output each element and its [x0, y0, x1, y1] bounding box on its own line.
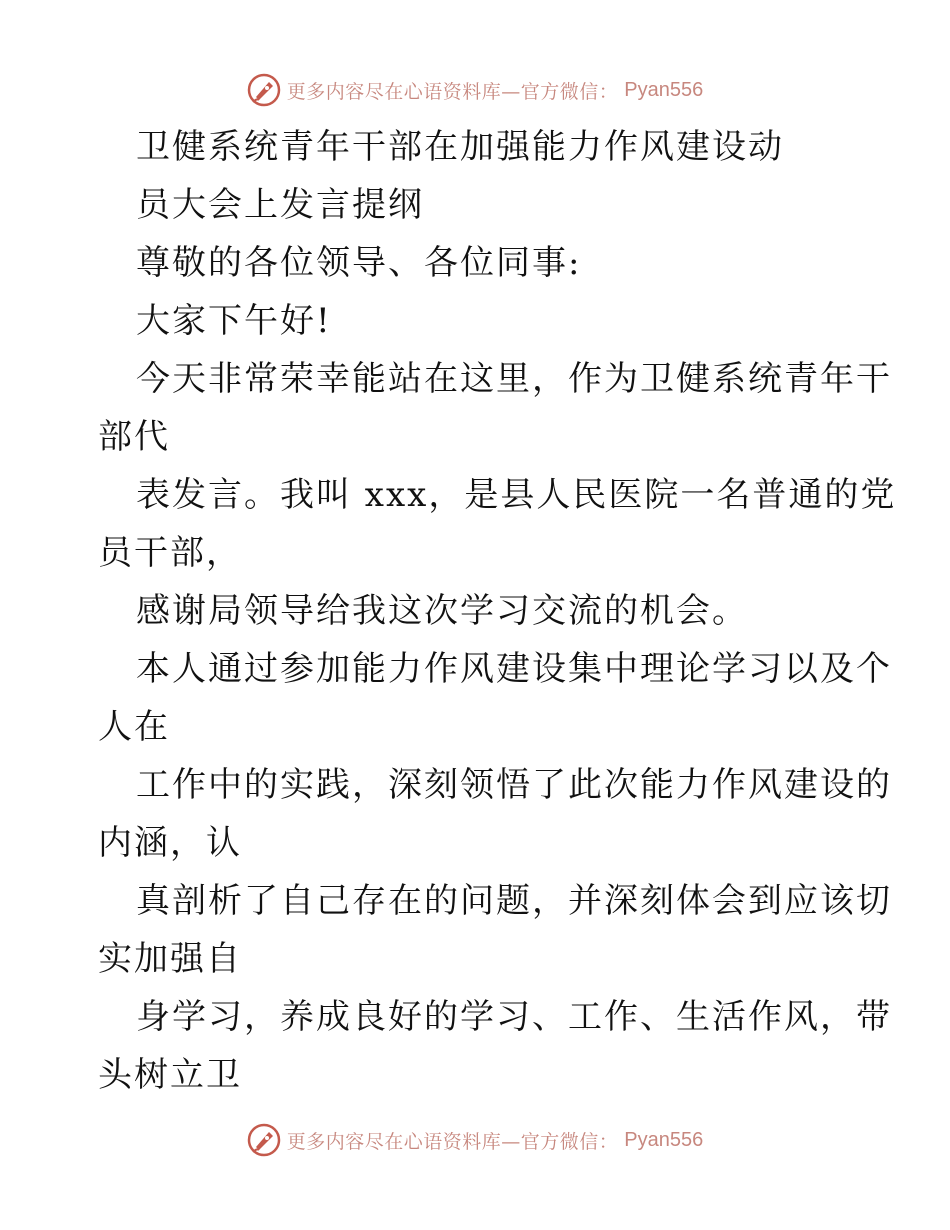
footer-watermark [0, 1120, 950, 1160]
header-watermark [0, 70, 950, 110]
text-line: 内涵，认 [98, 823, 242, 863]
text-line: 真剖析了自己存在的问题，并深刻体会到应该切 [136, 881, 892, 921]
watermark-wechat-id: Pyan556 [624, 78, 704, 101]
document-body [98, 118, 897, 1104]
watermark-wechat-id: Pyan556 [624, 1128, 704, 1151]
text-line: 员干部， [98, 533, 242, 573]
watermark-text: 更多内容尽在心语资料库—官方微信： [286, 1130, 619, 1153]
text-line: 感谢局领导给我这次学习交流的机会。 [136, 591, 748, 631]
text-line: 本人通过参加能力作风建设集中理论学习以及个 [136, 649, 892, 689]
text-line: 尊敬的各位领导、各位同事: [136, 243, 582, 283]
text-line: 卫健系统青年干部在加强能力作风建设动 [136, 127, 784, 167]
text-line: 人在 [98, 707, 170, 747]
text-line: 表发言。我叫 xxx，是县人民医院一名普通的党 [136, 475, 897, 515]
text-line: 今天非常荣幸能站在这里，作为卫健系统青年干 [136, 359, 892, 399]
text-line: 身学习，养成良好的学习、工作、生活作风，带 [136, 997, 892, 1037]
pen-nib-logo-icon [247, 1123, 281, 1157]
text-line: 员大会上发言提纲 [136, 185, 424, 225]
pen-nib-logo-icon [247, 73, 281, 107]
text-line: 工作中的实践，深刻领悟了此次能力作风建设的 [136, 765, 892, 805]
text-line: 实加强自 [98, 939, 242, 979]
text-line: 头树立卫 [98, 1055, 242, 1095]
text-line: 大家下午好! [136, 301, 332, 341]
watermark-text: 更多内容尽在心语资料库—官方微信： [286, 80, 619, 103]
text-line: 部代 [98, 417, 170, 457]
